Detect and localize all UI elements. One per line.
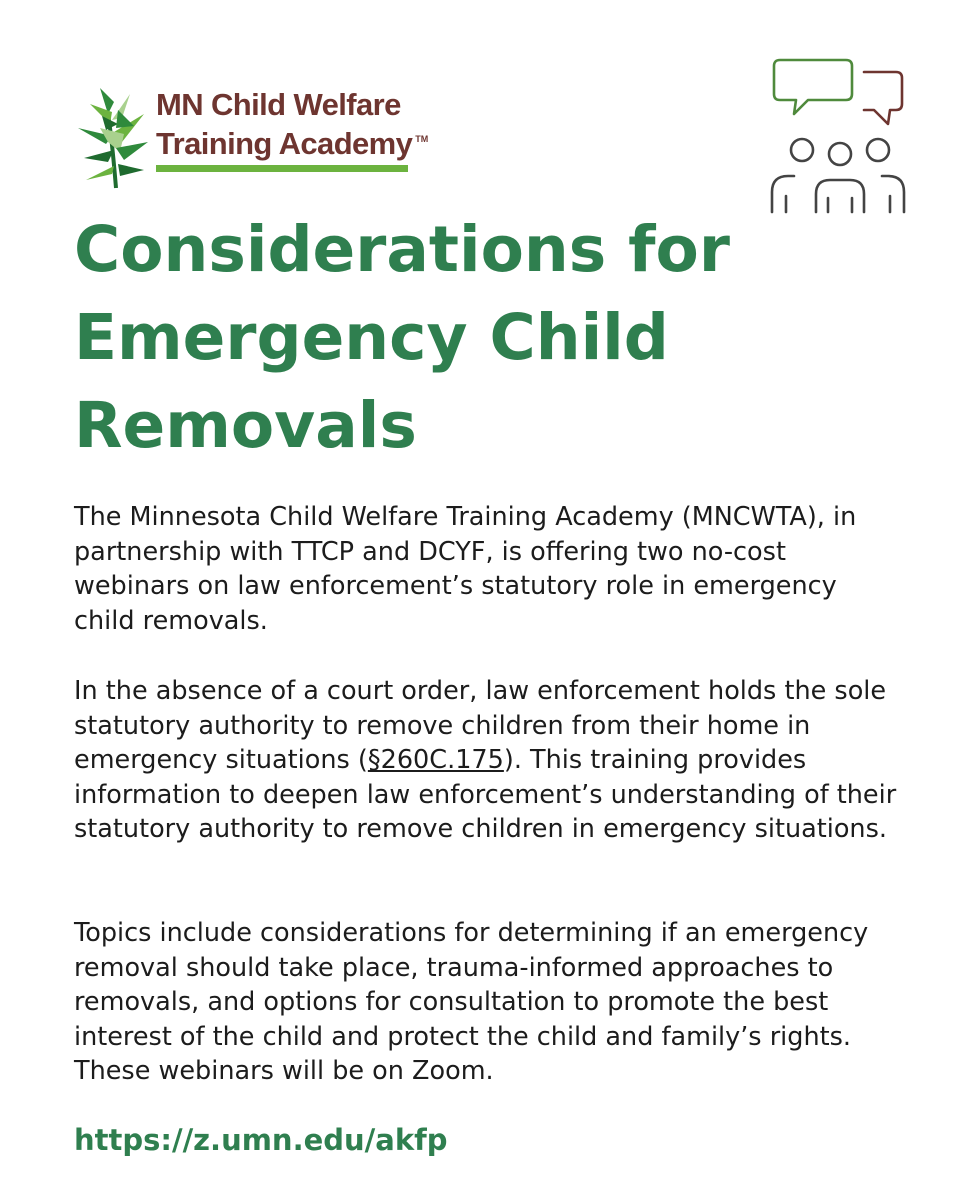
authority-text-before: In the absence of a court order, law enforcement holds the sole statutory authority to remove children from their home in emergency situations ( — [74, 676, 887, 775]
statute-link[interactable]: §260C.175 — [367, 745, 504, 775]
leaf-logo-icon — [72, 84, 152, 192]
intro-paragraph: The Minnesota Child Welfare Training Academy (MNCWTA), in partnership with TTCP and DCYF, is offering two no-cost webinars on law enforcement’s statutory role in emergency child removals. — [74, 502, 857, 636]
page-title: Considerations for Emergency Child Removals — [74, 213, 730, 462]
authority-text-after: ). This training provides information to deepen law enforcement’s understanding of their statutory authority to remove children in emergency situations. — [74, 745, 897, 844]
mncwta-logo — [72, 84, 432, 194]
topics-paragraph: Topics include considerations for determining if an emergency removal should take place, trauma-informed approaches to removals, and options for consultation to promote the best interest of the child and protect the child and family’s rights. These webinars will be on Zoom. — [74, 918, 869, 1086]
authority-paragraph — [74, 674, 900, 847]
group-discussion-icon — [764, 56, 912, 220]
logo-underline-bar — [156, 165, 408, 172]
logo-line-2 — [156, 122, 432, 161]
logo-line-1: MN Child Welfare — [156, 87, 401, 122]
trademark-mark: TM — [415, 134, 429, 144]
registration-url-link[interactable]: https://z.umn.edu/akfp — [74, 1123, 448, 1157]
logo-line-2-text: Training Academy — [156, 126, 413, 161]
